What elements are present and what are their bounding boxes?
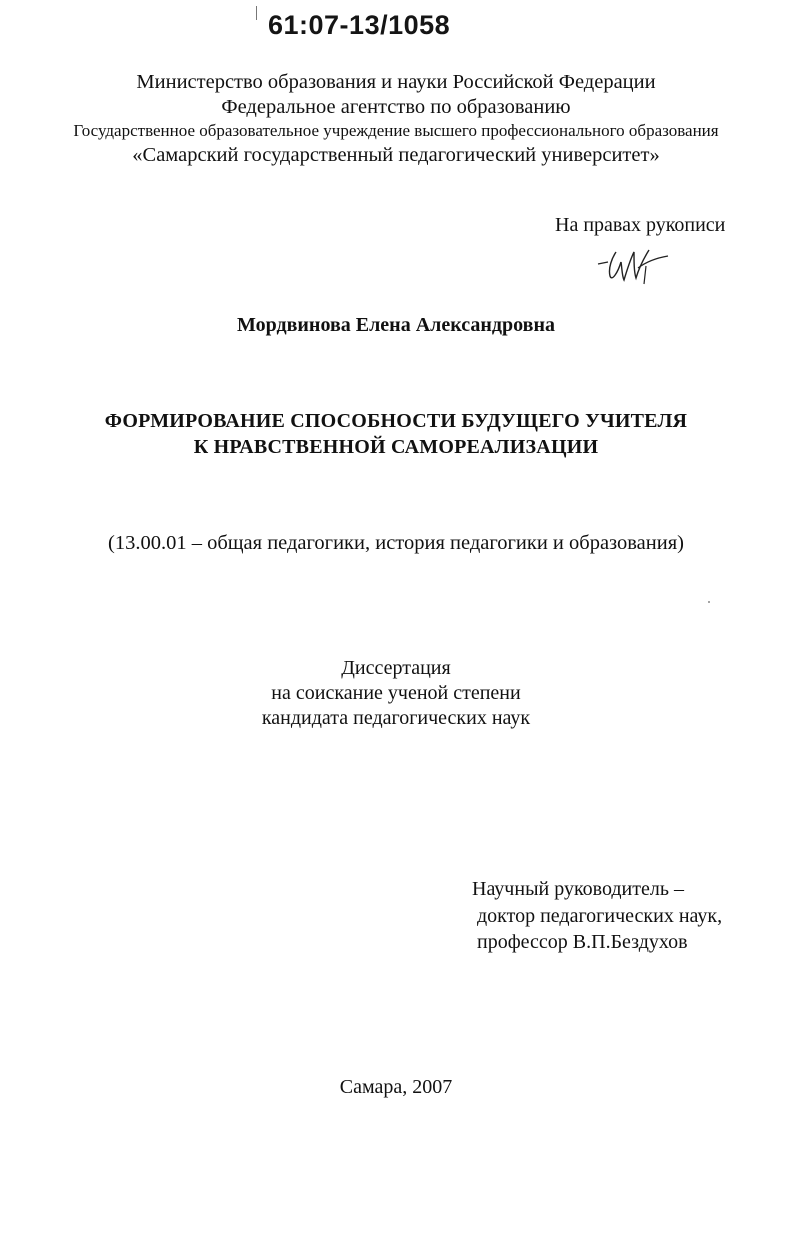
supervisor-line-3: профессор В.П.Бездухов [477, 931, 688, 953]
dissertation-line-2: на соискание ученой степени [271, 682, 521, 704]
author-name: Мордвинова Елена Александровна [237, 314, 555, 336]
catalog-code: 61:07-13/1058 [268, 10, 451, 40]
title-line-1: ФОРМИРОВАНИЕ СПОСОБНОСТИ БУДУЩЕГО УЧИТЕЛЯ [104, 410, 688, 432]
dissertation-block [0, 656, 792, 731]
signature-icon [594, 238, 674, 290]
manuscript-note: На правах рукописи [555, 214, 726, 236]
supervisor-block [472, 876, 722, 956]
supervisor-line-1: Научный руководитель – [472, 878, 684, 900]
specialty-code: (13.00.01 – общая педагогики, история педагогики и образования) [108, 532, 684, 554]
scan-mark [256, 6, 257, 20]
dissertation-line-1: Диссертация [341, 657, 451, 679]
agency-line: Федеральное агентство по образованию [221, 96, 571, 118]
scan-speck [708, 601, 710, 603]
supervisor-line-2: доктор педагогических наук, [477, 904, 723, 927]
university-line: «Самарский государственный педагогический университет» [132, 144, 660, 166]
ministry-line: Министерство образования и науки Российской Федерации [136, 71, 656, 93]
dissertation-line-3: кандидата педагогических наук [261, 707, 531, 729]
dissertation-title [0, 408, 792, 460]
title-line-2: К НРАВСТВЕННОЙ САМОРЕАЛИЗАЦИИ [193, 436, 599, 458]
city-year: Самара, 2007 [339, 1076, 453, 1098]
header-block [0, 70, 792, 168]
institution-type-line: Государственное образовательное учреждение высшего профессионального образования [73, 121, 719, 140]
